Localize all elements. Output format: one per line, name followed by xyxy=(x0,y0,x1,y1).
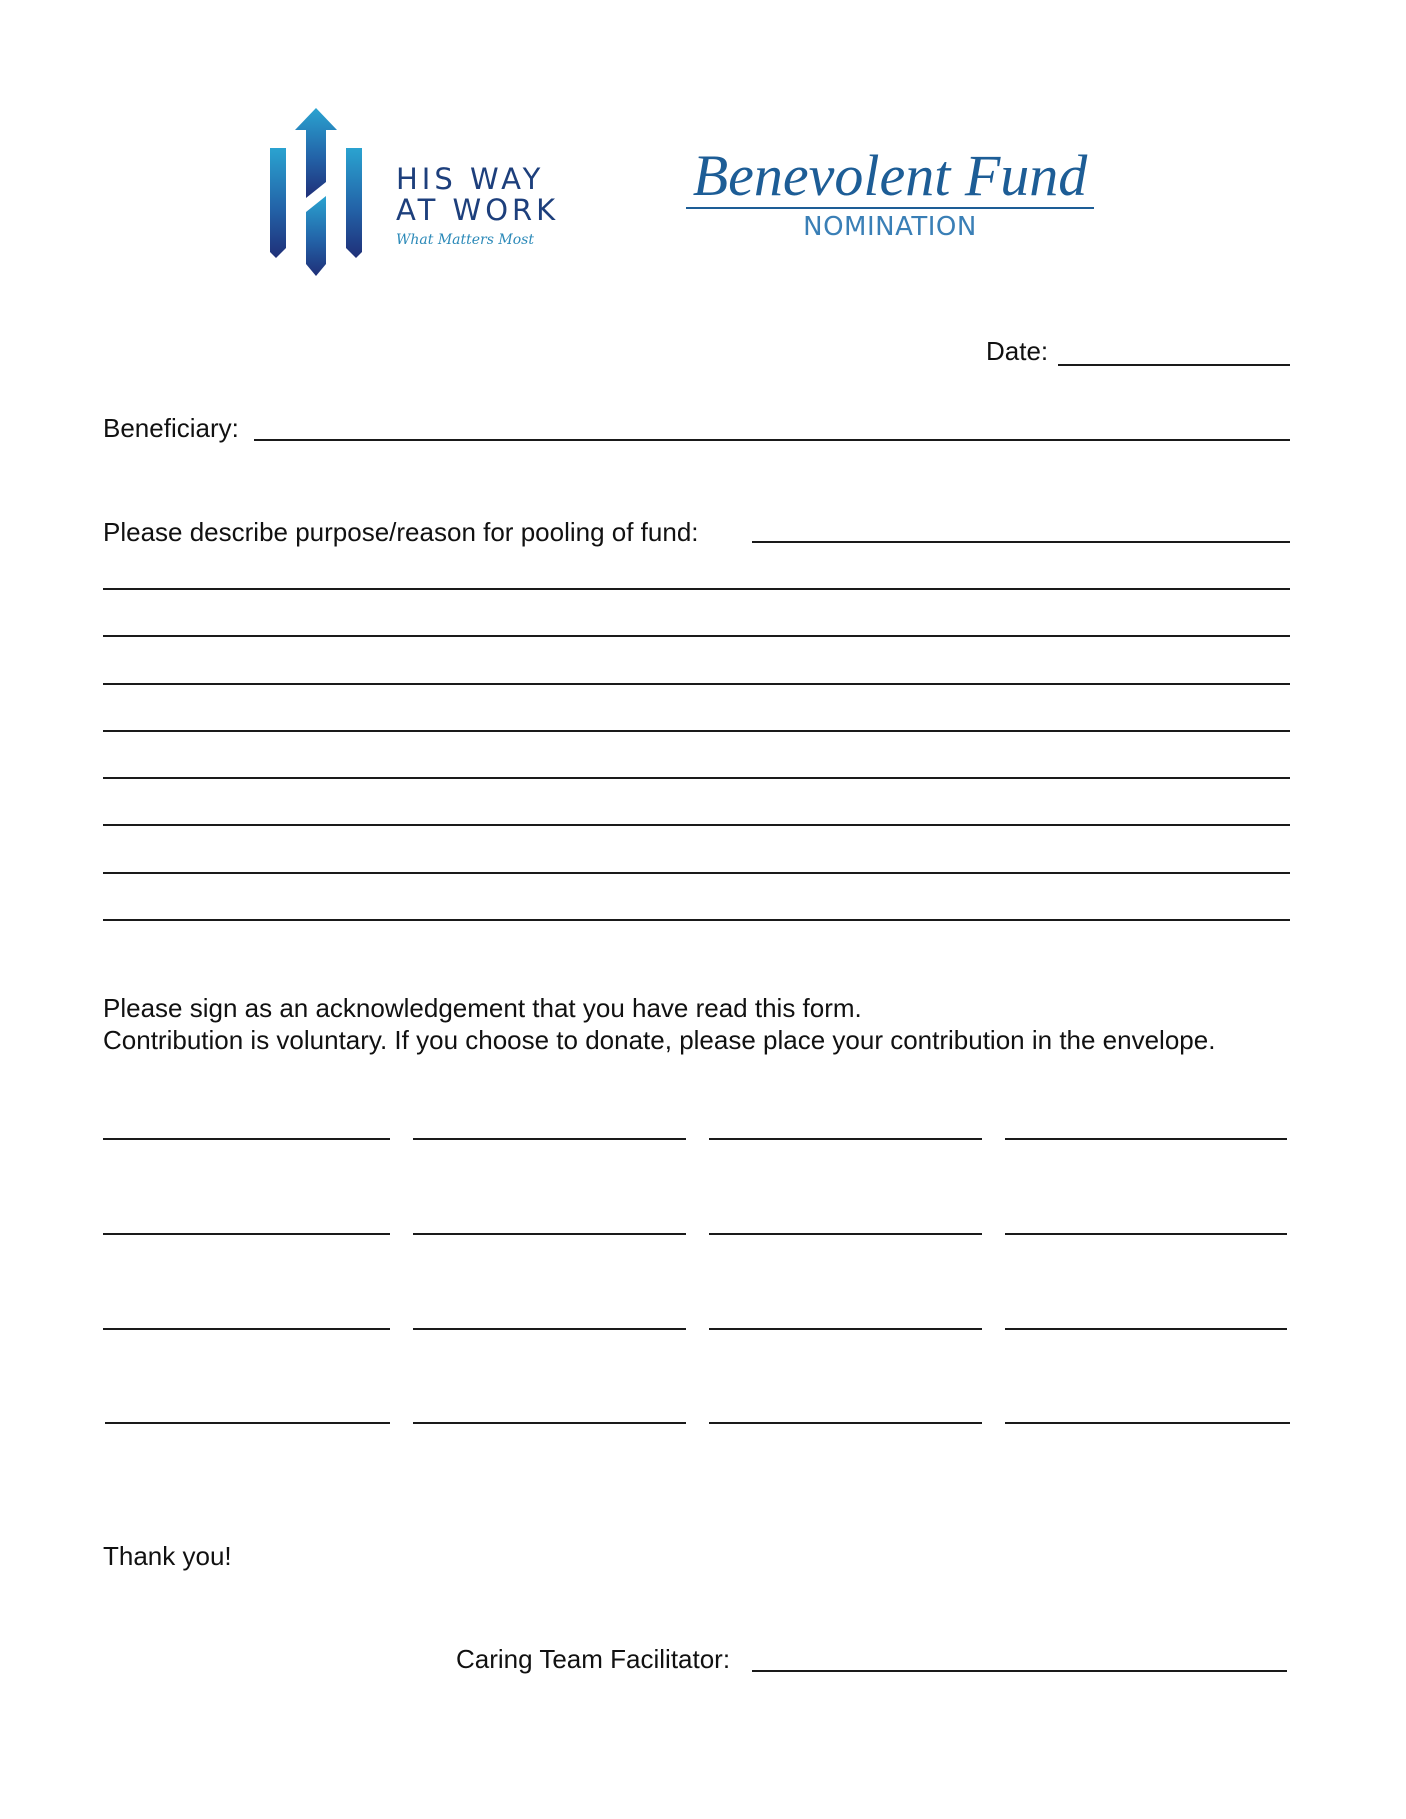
acknowledgement-text-line2: Contribution is voluntary. If you choose to donate, please place your contribution in the envelope. xyxy=(103,1025,1216,1055)
signature-line[interactable] xyxy=(1005,1233,1287,1235)
purpose-field-line[interactable] xyxy=(103,730,1290,732)
beneficiary-field-line[interactable] xyxy=(254,439,1290,441)
title-underline xyxy=(686,207,1094,209)
facilitator-label: Caring Team Facilitator: xyxy=(456,1644,731,1674)
facilitator-signature-line[interactable] xyxy=(752,1670,1287,1672)
purpose-field-line[interactable] xyxy=(103,824,1290,826)
purpose-field-line[interactable] xyxy=(103,635,1290,637)
purpose-label: Please describe purpose/reason for pooling of fund: xyxy=(103,517,699,547)
purpose-field-line[interactable] xyxy=(752,541,1290,543)
purpose-field-line[interactable] xyxy=(103,683,1290,685)
purpose-field-line[interactable] xyxy=(103,872,1290,874)
signature-line[interactable] xyxy=(103,1233,390,1235)
his-way-at-work-logo-icon xyxy=(270,108,362,283)
purpose-field-line[interactable] xyxy=(103,588,1290,590)
signature-line[interactable] xyxy=(709,1138,982,1140)
date-field-line[interactable] xyxy=(1058,364,1290,366)
signature-line[interactable] xyxy=(103,1138,390,1140)
signature-line[interactable] xyxy=(413,1328,686,1330)
signature-line[interactable] xyxy=(103,1328,390,1330)
signature-line[interactable] xyxy=(709,1233,982,1235)
signature-line[interactable] xyxy=(413,1138,686,1140)
purpose-field-line[interactable] xyxy=(103,919,1290,921)
signature-line[interactable] xyxy=(1005,1422,1290,1424)
logo-tagline: What Matters Most xyxy=(396,232,534,248)
signature-line[interactable] xyxy=(413,1422,686,1424)
logo-wordmark-line2: AT WORK xyxy=(396,193,560,227)
signature-line[interactable] xyxy=(413,1233,686,1235)
date-label: Date: xyxy=(986,336,1049,366)
signature-line[interactable] xyxy=(1005,1138,1287,1140)
form-title: Benevolent Fund xyxy=(692,143,1088,208)
signature-line[interactable] xyxy=(709,1328,982,1330)
logo-wordmark-line1: HIS WAY xyxy=(396,162,545,196)
form-subtitle: NOMINATION xyxy=(803,212,977,242)
purpose-field-line[interactable] xyxy=(103,777,1290,779)
signature-line[interactable] xyxy=(709,1422,982,1424)
signature-line[interactable] xyxy=(105,1422,390,1424)
beneficiary-label: Beneficiary: xyxy=(103,413,239,443)
thank-you-text: Thank you! xyxy=(103,1541,232,1571)
signature-line[interactable] xyxy=(1005,1328,1287,1330)
acknowledgement-text-line1: Please sign as an acknowledgement that you have read this form. xyxy=(103,993,862,1023)
